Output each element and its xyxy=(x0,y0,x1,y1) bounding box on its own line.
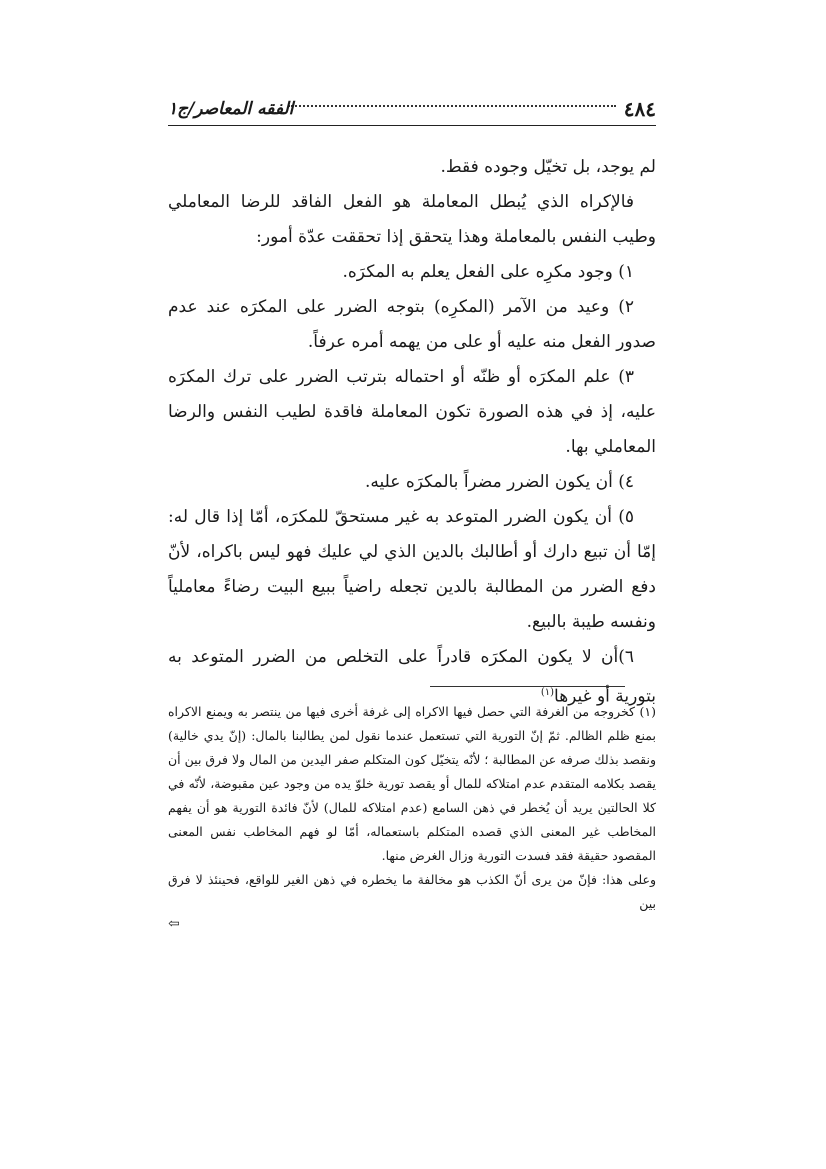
page-header xyxy=(168,95,656,126)
footnotes xyxy=(168,700,656,932)
list-item-6-text: ٦)أن لا يكون المكرَه قادراً على التخلص من الضرر المتوعد به بتورية أو غيرها xyxy=(168,647,656,707)
continue-arrow-icon: ⇦ xyxy=(168,916,180,932)
page-number: ٤٨٤ xyxy=(623,97,656,121)
paragraph-intro: فالإكراه الذي يُبطل المعاملة هو الفعل الفاقد للرضا المعاملي وطيب النفس بالمعاملة وهذا يتحقق إذا تحققت عدّة أمور: xyxy=(168,192,656,247)
footnote-continuation: وعلى هذا: فإنّ من يرى أنّ الكذب هو مخالفة ما يخطره في ذهن الغير للواقع، فحينئذ لا فرق بين xyxy=(168,872,656,911)
main-text xyxy=(168,150,656,715)
list-item-5: ٥) أن يكون الضرر المتوعد به غير مستحقّ للمكرَه، أمّا إذا قال له: إمّا أن تبيع دارك أو أطالبك بالدين الذي لي عليك فهو ليس باكراه، لأنّ دفع الضرر من المطالبة بالدين تجعله راضياً ببيع البيت رضاءً معاملياً ونفسه طيبة بالبيع. xyxy=(168,507,656,632)
list-item-1: ١) وجود مكرِه على الفعل يعلم به المكرَه. xyxy=(342,262,634,282)
paragraph-line1: لم يوجد، بل تخيّل وجوده فقط. xyxy=(440,157,656,177)
list-item-4: ٤) أن يكون الضرر مضراً بالمكرَه عليه. xyxy=(365,472,634,492)
footnote-reference: (١) xyxy=(540,687,555,698)
footnote-separator xyxy=(430,686,625,687)
header-dot-leader xyxy=(288,105,616,107)
running-title: الفقه المعاصر/ج١ xyxy=(168,99,294,119)
footnote-1: (١) كخروجه من الغرفة التي حصل فيها الاكراه إلى غرفة أخرى فيها من ينتصر به ويمنع الاكراه بمنع ظلم الظالم. ثمّ إنّ التورية التي تستعمل عندما نقول لمن يطالبنا بالمال: (إنّ يدي خالية) ونقصد بذلك صرفه عن المطالبة ؛ لأنّه يتخيّل كون المتكلم صفر اليدين من المال ولا فرق بين أن يقصد بكلامه المتقدم عدم امتلاكه للمال أو يقصد تورية خلوّ يده من وجود عين مقبوضة، لأنّه في كلا الحالتين يريد أن يُخطر في ذهن السامع (عدم امتلاكه للمال) لأنّ فائدة التورية هو أن يفهم المخاطب غير المعنى الذي قصده المتكلم باستعماله، أمّا لو فهم المخاطب نفس المعنى المقصود حقيقة فقد فسدت التورية وزال الغرض منها. xyxy=(168,704,656,863)
list-item-2: ٢) وعيد من الآمر (المكرِه) بتوجه الضرر على المكرَه عند عدم صدور الفعل منه عليه أو على من يهمه أمره عرفاً. xyxy=(168,297,656,352)
list-item-3: ٣) علم المكرَه أو ظنّه أو احتماله بترتب الضرر على ترك المكرَه عليه، إذ في هذه الصورة تكون المعاملة فاقدة لطيب النفس والرضا المعاملي بها. xyxy=(168,367,656,457)
